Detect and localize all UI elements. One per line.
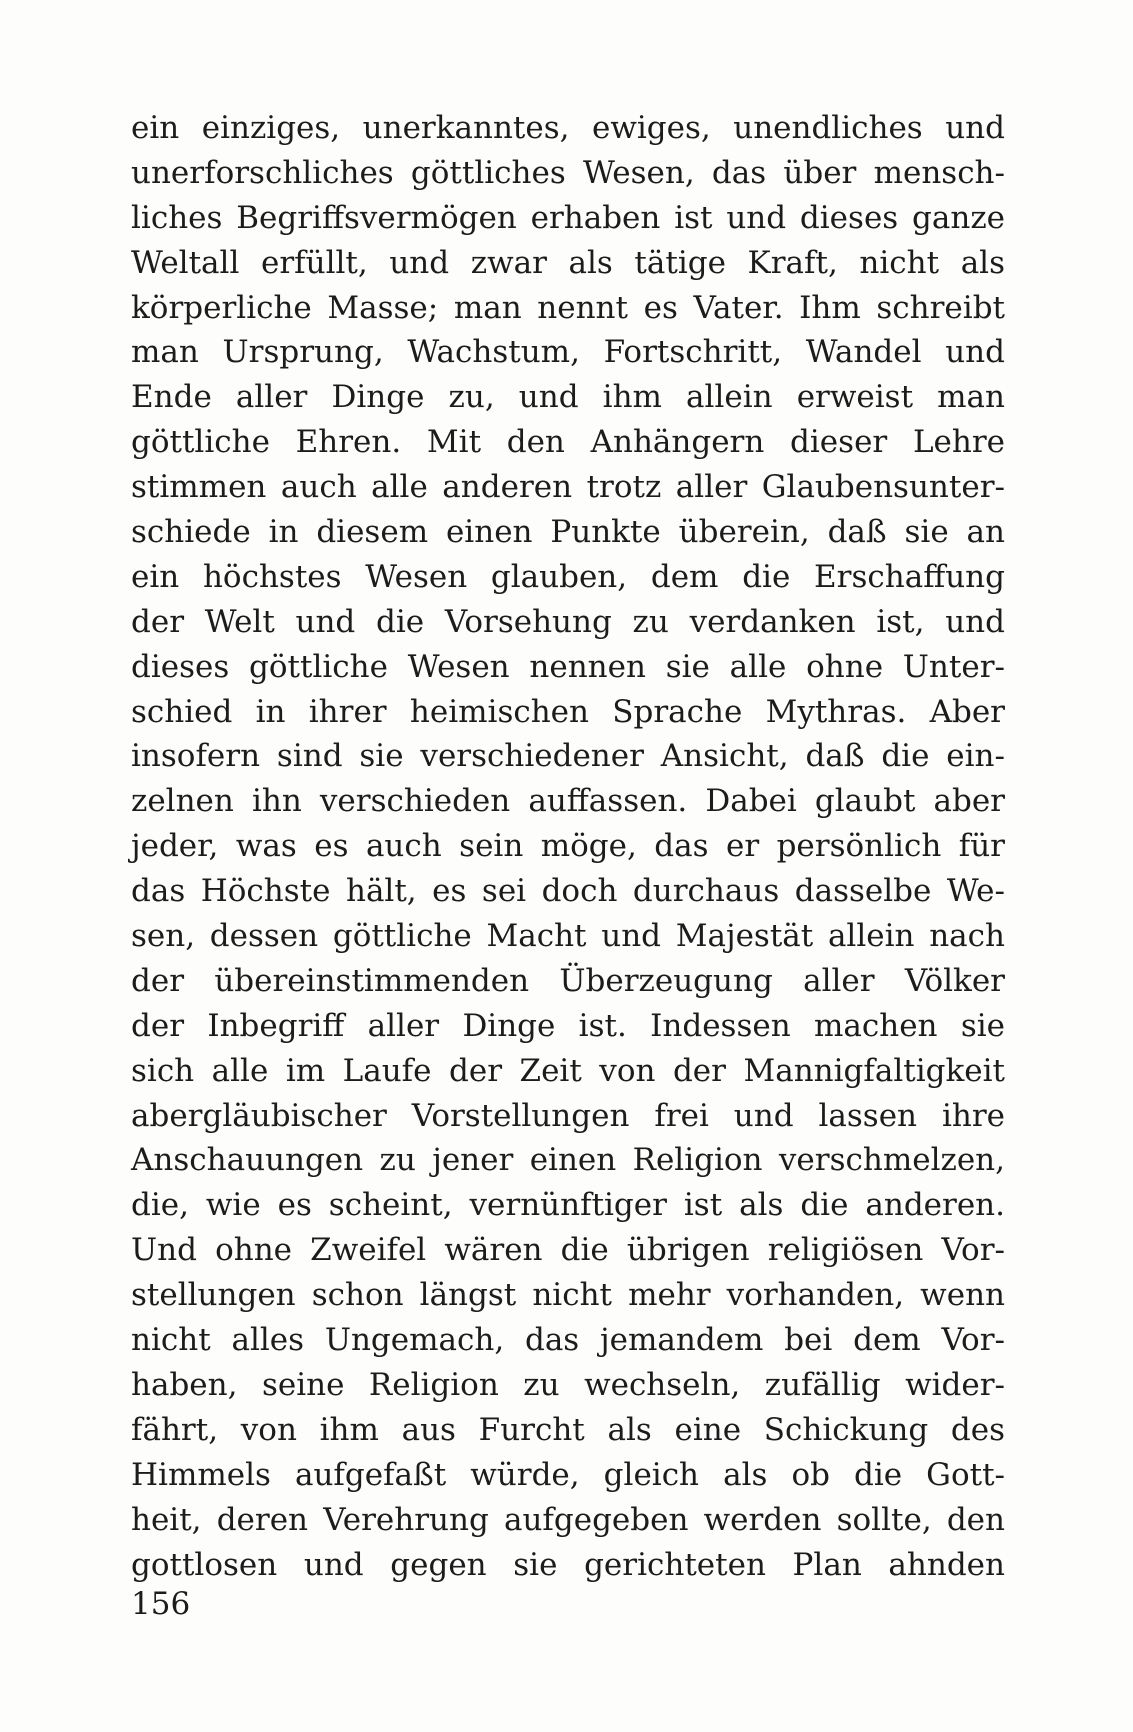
page-number: 156 [131,1586,191,1622]
text-line: abergläubischer Vorstellungen frei und lassen ihre [131,1097,1005,1134]
text-line: gottlosen und gegen sie gerichteten Plan ahnden [131,1546,1005,1583]
text-line: göttliche Ehren. Mit den Anhängern dieser Lehre [131,424,1005,461]
text-line: jeder, was es auch sein möge, das er persönlich für [131,828,1005,865]
text-line: ein höchstes Wesen glauben, dem die Erschaffung [131,558,1005,595]
body-text [131,106,1005,1587]
text-line: der Inbegriff aller Dinge ist. Indessen machen sie [131,1007,1005,1044]
text-line: sich alle im Laufe der Zeit von der Mannigfaltigkeit [131,1052,1005,1089]
text-line: schied in ihrer heimischen Sprache Mythras. Aber [131,693,1005,730]
text-line: schiede in diesem einen Punkte überein, daß sie an [131,514,1005,551]
text-line: Anschauungen zu jener einen Religion verschmelzen, [131,1142,1005,1179]
text-line: stellungen schon längst nicht mehr vorhanden, wenn [131,1277,1005,1314]
text-line: stimmen auch alle anderen trotz aller Glaubensunter- [131,469,1005,506]
text-line: unerforschliches göttliches Wesen, das über mensch- [131,154,1005,191]
text-line: das Höchste hält, es sei doch durchaus dasselbe We- [131,873,1005,910]
text-line: der übereinstimmenden Überzeugung aller Völker [131,962,1005,999]
text-line: körperliche Masse; man nennt es Vater. Ihm schreibt [131,289,1005,326]
text-line: Weltall erfüllt, und zwar als tätige Kraft, nicht als [131,244,1005,281]
text-line: Himmels aufgefaßt würde, gleich als ob die Gott- [131,1456,1005,1493]
text-line: haben, seine Religion zu wechseln, zufällig wider- [131,1366,1005,1403]
text-line: Ende aller Dinge zu, und ihm allein erweist man [131,379,1005,416]
text-line: liches Begriffsvermögen erhaben ist und dieses ganze [131,199,1005,236]
text-line: man Ursprung, Wachstum, Fortschritt, Wandel und [131,334,1005,371]
text-line: nicht alles Ungemach, das jemandem bei dem Vor- [131,1322,1005,1359]
text-line: ein einziges, unerkanntes, ewiges, unendliches und [131,110,1005,146]
text-line: heit, deren Verehrung aufgegeben werden sollte, den [131,1501,1005,1538]
text-line: dieses göttliche Wesen nennen sie alle ohne Unter- [131,648,1005,685]
text-line: Und ohne Zweifel wären die übrigen religiösen Vor- [131,1232,1005,1269]
text-line: fährt, von ihm aus Furcht als eine Schickung des [131,1411,1005,1448]
text-line: sen, dessen göttliche Macht und Majestät allein nach [131,918,1005,955]
text-line: zelnen ihn verschieden auffassen. Dabei glaubt aber [131,783,1005,820]
text-line: die, wie es scheint, vernünftiger ist als die anderen. [131,1187,1005,1224]
text-line: der Welt und die Vorsehung zu verdanken ist, und [131,603,1005,640]
text-line: insofern sind sie verschiedener Ansicht, daß die ein- [131,738,1005,775]
